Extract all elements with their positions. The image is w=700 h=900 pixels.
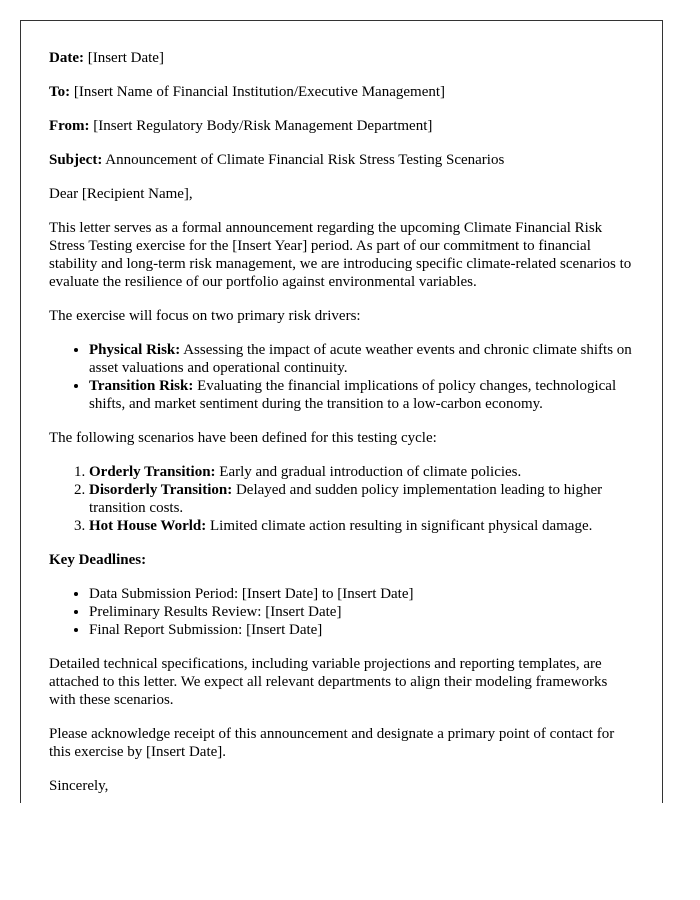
deadlines-title: Key Deadlines: [49,552,147,568]
from-label: From: [49,118,90,134]
to-value: [Insert Name of Financial Institution/Executive Management] [73,84,446,100]
date-label: Date: [49,50,84,66]
intro-paragraph: This letter serves as a formal announcement regarding the upcoming Climate Financial Risk Stress Testing exercise for the [Insert Year] period. As part of our commitment to financial stability and long-term risk management, we are introducing specific climate-related scenarios to evaluate the resilience of our portfolio against environmental variables. [49,220,632,290]
scenarios-list [49,463,634,535]
subject-line [49,151,634,169]
list-item: • Data Submission Period: [Insert Date] to [Insert Date] [89,585,634,603]
date-line [49,49,634,67]
closing: Sincerely, [49,778,109,794]
item-text: Delayed and sudden policy implementation leading to higher transition costs. [89,482,603,516]
risk-drivers-list [49,341,634,413]
acknowledge-paragraph: Please acknowledge receipt of this announcement and designate a primary point of contact for this exercise by [Insert Date]. [49,726,615,760]
item-title: Physical Risk: [89,342,181,358]
date-value: [Insert Date] [87,50,164,66]
deadlines-list [49,585,634,639]
list-item: • Preliminary Results Review: [Insert Date] [89,603,634,621]
list-item [89,341,634,377]
item-title: Hot House World: [89,518,207,534]
scenarios-intro: The following scenarios have been defined for this testing cycle: [49,430,437,446]
specs-paragraph: Detailed technical specifications, including variable projections and reporting templates, are attached to this letter. We expect all relevant departments to align their modeling frameworks with these scenarios. [49,656,608,708]
item-text: Evaluating the financial implications of policy changes, technological shifts, and market sentiment during the transition to a low-carbon economy. [89,378,617,412]
from-line [49,117,634,135]
salutation: Dear [Recipient Name], [49,186,193,202]
list-item [89,481,634,517]
item-title: Transition Risk: [89,378,194,394]
item-text: Assessing the impact of acute weather events and chronic climate shifts on asset valuations and operational continuity. [89,342,632,376]
deadlines-heading [49,551,634,569]
item-title: Orderly Transition: [89,464,216,480]
list-item: • Final Report Submission: [Insert Date] [89,621,634,639]
list-item [89,517,634,535]
subject-value: Announcement of Climate Financial Risk Stress Testing Scenarios [105,152,505,168]
list-item [89,463,634,481]
from-value: [Insert Regulatory Body/Risk Management Department] [93,118,433,134]
to-label: To: [49,84,71,100]
item-title: Disorderly Transition: [89,482,233,498]
subject-label: Subject: [49,152,103,168]
to-line [49,83,634,101]
item-text: Early and gradual introduction of climate policies. [219,464,522,480]
list-item [89,377,634,413]
letter-document [20,20,663,803]
drivers-intro: The exercise will focus on two primary risk drivers: [49,308,361,324]
item-text: Limited climate action resulting in significant physical damage. [209,518,593,534]
